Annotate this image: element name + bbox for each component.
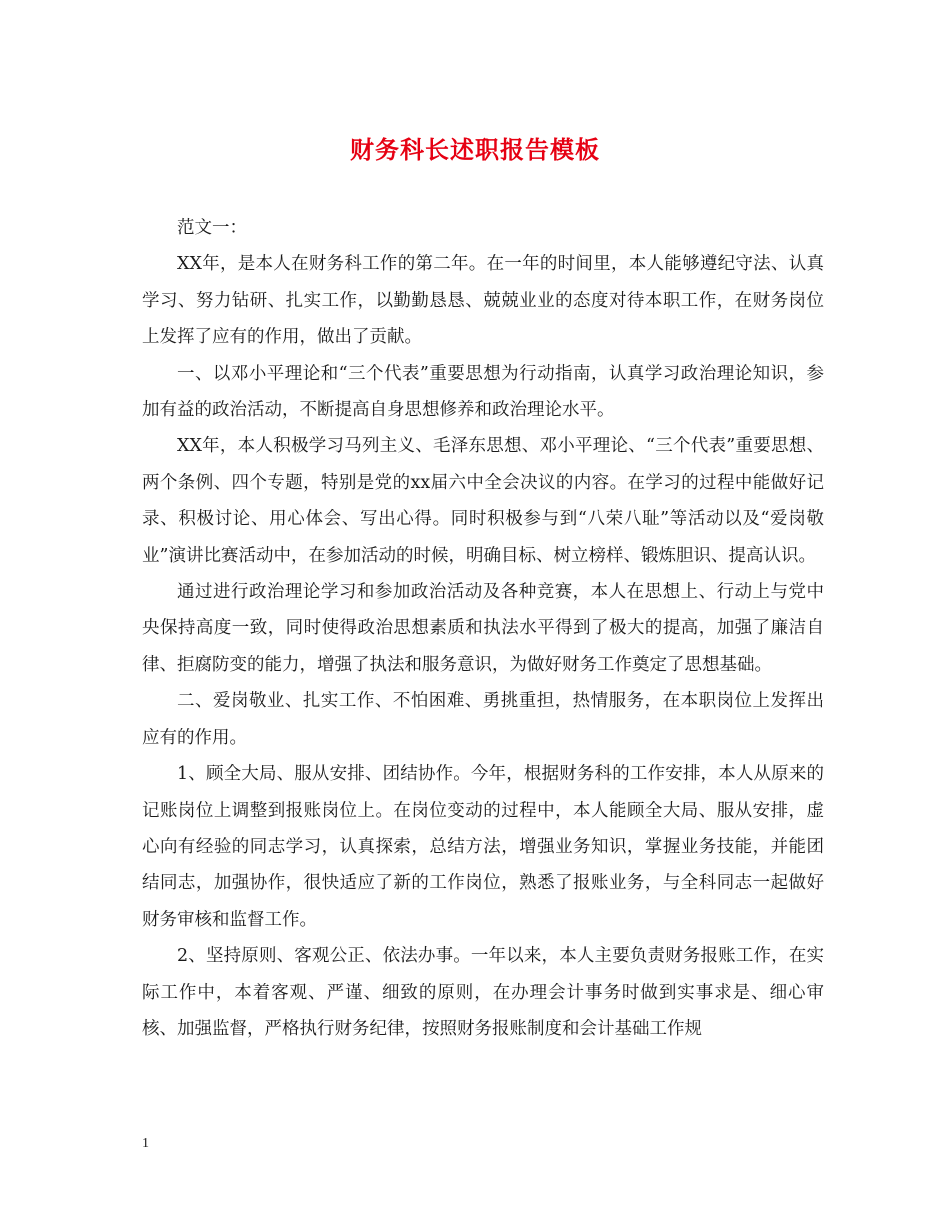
paragraph: 2、坚持原则、客观公正、依法办事。一年以来，本人主要负责财务报账工作，在实际工作中，本着客观、严谨、细致的原则，在办理会计事务时做到实事求是、细心审核、加强监督，严格执行财务纪律，按照财务报账制度和会计基础工作规	[142, 946, 824, 1039]
paragraph: XX年，本人积极学习马列主义、毛泽东思想、邓小平理论、“三个代表”重要思想、两个条例、四个专题，特别是党的xx届六中全会决议的内容。在学习的过程中能做好记录、积极讨论、用心体会、写出心得。同时积极参与到“八荣八耻”等活动以及“爱岗敬业”演讲比赛活动中，在参加活动的时候，明确目标、树立榜样、锻炼胆识、提高认识。	[142, 436, 824, 566]
page-number: 1	[142, 1136, 149, 1151]
paragraph: 1、顾全大局、服从安排、团结协作。今年，根据财务科的工作安排，本人从原来的记账岗位上调整到报账岗位上。在岗位变动的过程中，本人能顾全大局、服从安排，虚心向有经验的同志学习，认真探索，总结方法，增强业务知识，掌握业务技能，并能团结同志，加强协作，很快适应了新的工作岗位，熟悉了报账业务，与全科同志一起做好财务审核和监督工作。	[142, 764, 824, 930]
paragraph: XX年，是本人在财务科工作的第二年。在一年的时间里，本人能够遵纪守法、认真学习、努力钻研、扎实工作，以勤勤恳恳、兢兢业业的态度对待本职工作，在财务岗位上发挥了应有的作用，做出了贡献。	[142, 254, 824, 348]
paragraph-sample-label: 范文一：	[177, 218, 247, 238]
document-title: 财务科长述职报告模板	[350, 135, 600, 164]
paragraph: 二、爱岗敬业、扎实工作、不怕困难、勇挑重担，热情服务，在本职岗位上发挥出应有的作用。	[142, 691, 824, 748]
paragraph: 通过进行政治理论学习和参加政治活动及各种竞赛，本人在思想上、行动上与党中央保持高度一致，同时使得政治思想素质和执法水平得到了极大的提高，加强了廉洁自律、拒腐防变的能力，增强了执法和服务意识，为做好财务工作奠定了思想基础。	[142, 582, 824, 675]
document-body	[142, 210, 824, 1047]
paragraph: 一、以邓小平理论和“三个代表”重要思想为行动指南，认真学习政治理论知识，参加有益的政治活动，不断提高自身思想修养和政治理论水平。	[142, 363, 824, 421]
